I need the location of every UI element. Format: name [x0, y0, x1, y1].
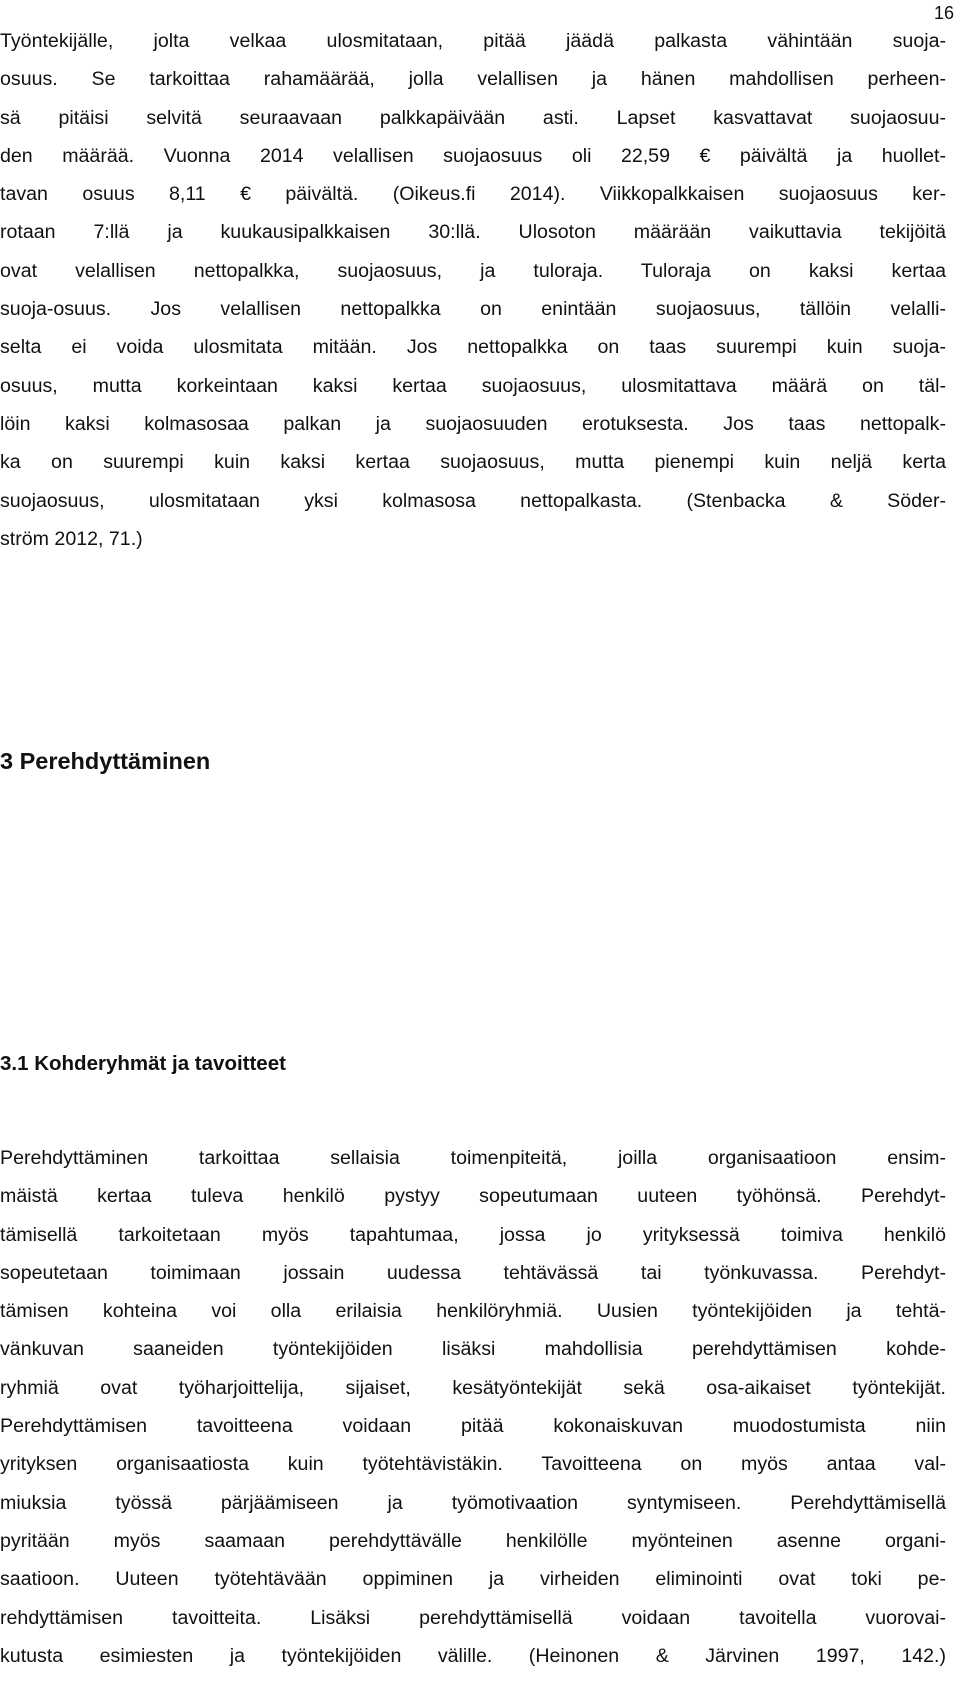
- paragraph-line: osuus, mutta korkeintaan kaksi kertaa suojaosuus, ulosmitattava määrä on täl-: [0, 374, 946, 397]
- paragraph-line: tavan osuus 8,11 € päivältä. (Oikeus.fi 2014). Viikkopalkkaisen suojaosuus ker-: [0, 183, 946, 206]
- paragraph-line: kutusta esimiesten ja työntekijöiden välille. (Heinonen & Järvinen 1997, 142.): [0, 1644, 946, 1667]
- paragraph-line: suojaosuus, ulosmitataan yksi kolmasosa nettopalkasta. (Stenbacka & Söder-: [0, 489, 946, 512]
- paragraph-line: suoja-osuus. Jos velallisen nettopalkka on enintään suojaosuus, tällöin velalli-: [0, 298, 946, 321]
- paragraph-debt-enforcement: [0, 22, 946, 558]
- section-heading: 3 Perehdyttäminen: [0, 748, 211, 774]
- paragraph-line: mäistä kertaa tuleva henkilö pystyy sopeutumaan uuteen työhönsä. Perehdyt-: [0, 1185, 946, 1208]
- paragraph-line: Työntekijälle, jolta velkaa ulosmitataan, pitää jäädä palkasta vähintään suoja-: [0, 30, 946, 52]
- paragraph-line: sopeutetaan toimimaan jossain uudessa tehtävässä tai työnkuvassa. Perehdyt-: [0, 1261, 946, 1284]
- paragraph-line: rotaan 7:llä ja kuukausipalkkaisen 30:llä. Ulosoton määrään vaikuttavia tekijöitä: [0, 221, 946, 244]
- paragraph-line: rehdyttämisen tavoitteita. Lisäksi perehdyttämisellä voidaan tavoitella vuorovai-: [0, 1606, 946, 1629]
- paragraph-line: selta ei voida ulosmitata mitään. Jos nettopalkka on taas suurempi kuin suoja-: [0, 336, 946, 359]
- paragraph-line: den määrää. Vuonna 2014 velallisen suojaosuus oli 22,59 € päivältä ja huollet-: [0, 144, 946, 167]
- paragraph-line: yrityksen organisaatiosta kuin työtehtävistäkin. Tavoitteena on myös antaa val-: [0, 1453, 946, 1476]
- paragraph-line: Perehdyttämisen tavoitteena voidaan pitää kokonaiskuvan muodostumista niin: [0, 1415, 946, 1438]
- subsection-heading: 3.1 Kohderyhmät ja tavoitteet: [0, 1052, 286, 1075]
- paragraph-line: ström 2012, 71.): [0, 527, 143, 550]
- paragraph-line: ryhmiä ovat työharjoittelija, sijaiset, kesätyöntekijät sekä osa-aikaiset työntekijät.: [0, 1376, 946, 1399]
- paragraph-line: vänkuvan saaneiden työntekijöiden lisäksi mahdollisia perehdyttämisen kohde-: [0, 1338, 946, 1361]
- paragraph-line: ka on suurempi kuin kaksi kertaa suojaosuus, mutta pienempi kuin neljä kerta: [0, 451, 946, 474]
- paragraph-line: löin kaksi kolmasosaa palkan ja suojaosuuden erotuksesta. Jos taas nettopalk-: [0, 412, 946, 435]
- paragraph-line: tämisen kohteina voi olla erilaisia henkilöryhmiä. Uusien työntekijöiden ja tehtä-: [0, 1300, 946, 1323]
- paragraph-orientation-goals: [0, 1139, 946, 1675]
- paragraph-line: saatioon. Uuteen työtehtävään oppiminen ja virheiden eliminointi ovat toki pe-: [0, 1568, 946, 1591]
- paragraph-line: miuksia työssä pärjäämiseen ja työmotivaation syntymiseen. Perehdyttämisellä: [0, 1491, 946, 1514]
- paragraph-line: pyritään myös saamaan perehdyttävälle henkilölle myönteinen asenne organi-: [0, 1529, 946, 1552]
- paragraph-line: tämisellä tarkoitetaan myös tapahtumaa, jossa jo yrityksessä toimiva henkilö: [0, 1223, 946, 1246]
- paragraph-line: ovat velallisen nettopalkka, suojaosuus, ja tuloraja. Tuloraja on kaksi kertaa: [0, 259, 946, 282]
- paragraph-line: Perehdyttäminen tarkoittaa sellaisia toimenpiteitä, joilla organisaatioon ensim-: [0, 1147, 946, 1169]
- paragraph-line: osuus. Se tarkoittaa rahamäärää, jolla velallisen ja hänen mahdollisen perheen-: [0, 68, 946, 91]
- paragraph-line: sä pitäisi selvitä seuraavaan palkkapäivään asti. Lapset kasvattavat suojaosuu-: [0, 106, 946, 129]
- page-number: 16: [933, 3, 954, 23]
